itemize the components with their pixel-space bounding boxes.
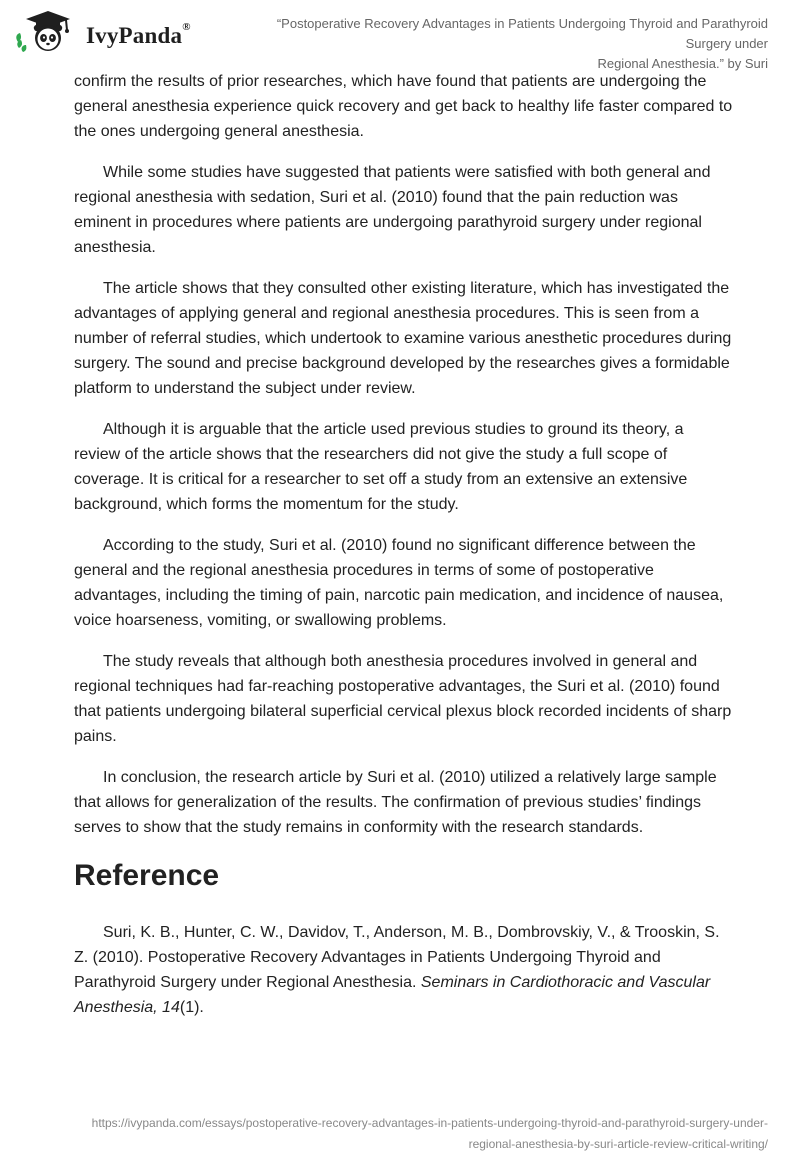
reference-heading: Reference [74, 859, 220, 892]
ivypanda-logo[interactable] [14, 8, 204, 54]
citation-line-1: “Postoperative Recovery Advantages in Patients Undergoing Thyroid and Parathyroid Surgery under [276, 16, 768, 51]
reference-authors-title: Suri, K. B., Hunter, C. W., Davidov, T., Anderson, M. B., Dombrovskiy, V., & Trooskin, S. Z. (2010). Postoperative Recovery Advantages in Patients Undergoing Thyroid and Parathyroid Surgery under Regional Anesthesia. [74, 924, 720, 991]
header-citation [248, 14, 768, 74]
footer-url[interactable] [48, 1113, 768, 1155]
citation-line-2: Regional Anesthesia.” by Suri [597, 56, 768, 71]
page-header [0, 0, 800, 70]
paragraph-3: The article shows that they consulted other existing literature, which has investigated the advantages of applying general and regional anesthesia procedures. This is seen from a number of referral studies, which undertook to examine various anesthetic procedures during surgery. The sound and precise background developed by the researches gives a formidable platform to understand the subject under review. [74, 280, 732, 397]
paragraph-1: confirm the results of prior researches, which have found that patients are undergoing the general anesthesia experience quick recovery and get back to healthy life faster compared to the ones undergoing general anesthesia. [74, 73, 733, 140]
article-body [74, 69, 734, 1036]
registered-mark: ® [182, 21, 191, 33]
paragraph-6: The study reveals that although both anesthesia procedures involved in general and regional techniques had far-reaching postoperative advantages, the Suri et al. (2010) found that patients undergoing bilateral superficial cervical plexus block recorded incidents of sharp pains. [74, 653, 732, 745]
paragraph-5: According to the study, Suri et al. (2010) found no significant difference between the general and the regional anesthesia procedures in terms of some of postoperative advantages, including the timing of pain, narcotic pain medication, and incidence of nausea, voice hoarseness, vomiting, or swallowing problems. [74, 537, 724, 629]
footer-url-line-2: regional-anesthesia-by-suri-article-review-critical-writing/ [468, 1137, 768, 1151]
panda-graduate-icon [14, 8, 76, 54]
footer-url-line-1: https://ivypanda.com/essays/postoperative-recovery-advantages-in-patients-undergoing-thyroid-and-parathyroid-surgery-under- [91, 1116, 768, 1130]
paragraph-7: In conclusion, the research article by Suri et al. (2010) utilized a relatively large sample that allows for generalization of the results. The confirmation of previous studies’ findings serves to show that the study remains in conformity with the research standards. [74, 769, 717, 836]
reference-journal: Seminars in Cardiothoracic and Vascular Anesthesia, 14 [74, 974, 711, 1016]
paragraph-4: Although it is arguable that the article used previous studies to ground its theory, a review of the article shows that the researchers did not give the study a full scope of coverage. It is critical for a researcher to set off a study from an extensive an extensive background, which forms the momentum for the study. [74, 421, 688, 513]
reference-issue: (1). [179, 999, 204, 1016]
reference-entry [74, 920, 734, 1020]
brand-name: IvyPanda® [86, 21, 191, 48]
paragraph-2: While some studies have suggested that patients were satisfied with both general and regional anesthesia with sedation, Suri et al. (2010) found that the pain reduction was eminent in procedures where patients are undergoing parathyroid surgery under regional anesthesia. [74, 164, 711, 256]
